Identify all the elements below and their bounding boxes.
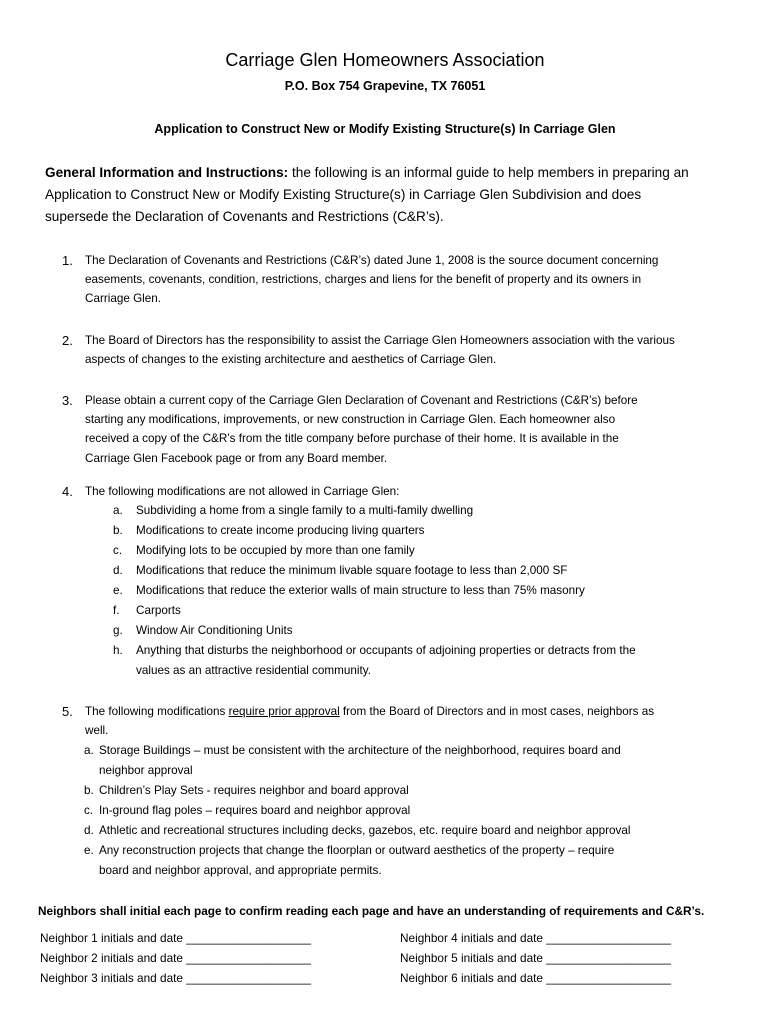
- sub-item: [84, 801, 724, 821]
- address-line: P.O. Box 754 Grapevine, TX 76051: [284, 79, 486, 93]
- item-text: from the Board of Directors and in most cases, neighbors as: [339, 705, 655, 718]
- sub-item-text: Subdividing a home from a single family to a multi-family dwelling: [136, 504, 474, 517]
- underlined-text: require prior approval: [228, 705, 340, 718]
- item-line: easements, covenants, condition, restrictions, charges and liens for the benefit of property and its owners in: [85, 273, 642, 287]
- page-title: Carriage Glen Homeowners Association: [225, 50, 545, 70]
- sub-item-text: board and neighbor approval, and appropriate permits.: [99, 863, 382, 877]
- sub-item-text: Any reconstruction projects that change the floorplan or outward aesthetics of the property – require: [99, 844, 615, 857]
- list-item-5: [62, 702, 722, 740]
- general-information: [45, 162, 725, 228]
- sub-item-text: Storage Buildings – must be consistent with the architecture of the neighborhood, requires board and: [99, 744, 621, 757]
- sub-item: [113, 541, 713, 561]
- intro-lead: General Information and Instructions:: [45, 165, 289, 180]
- list-item-2: [62, 331, 722, 369]
- item-line: well.: [85, 724, 109, 738]
- sub-item: [84, 741, 724, 781]
- sub-item-text: Carports: [136, 604, 181, 617]
- sub-item-text: neighbor approval: [99, 763, 193, 777]
- item-line: Carriage Glen.: [85, 292, 162, 306]
- sub-item-text: values as an attractive residential community.: [136, 663, 371, 677]
- sub-item-letter: g.: [113, 624, 123, 637]
- sub-item-letter: h.: [113, 644, 123, 657]
- intro-line-3: supersede the Declaration of Covenants and Restrictions (C&R’s).: [45, 209, 444, 224]
- item-line: aspects of changes to the existing architecture and aesthetics of Carriage Glen.: [85, 353, 497, 367]
- sub-item-letter: a.: [84, 744, 94, 757]
- intro-line-1-text: the following is an informal guide to help members in preparing an: [288, 165, 689, 180]
- item-number: 5.: [62, 704, 73, 719]
- sub-item: [84, 781, 724, 801]
- item-number: 1.: [62, 253, 73, 268]
- sub-item-letter: d.: [84, 824, 94, 837]
- sub-item-text: Modifications that reduce the minimum livable square footage to less than 2,000 SF: [136, 564, 568, 577]
- list-item-4: [62, 482, 722, 501]
- sub-item-letter: f.: [113, 604, 120, 617]
- neighbor-4-initials[interactable]: Neighbor 4 initials and date ___________________: [400, 931, 671, 945]
- sub-item-text: Children’s Play Sets - requires neighbor and board approval: [99, 784, 409, 797]
- intro-line-1: [45, 162, 725, 184]
- sub-item-text: Window Air Conditioning Units: [136, 624, 293, 637]
- sub-item-text: Athletic and recreational structures including decks, gazebos, etc. require board and neighbor approval: [99, 824, 631, 837]
- sub-item: [113, 621, 713, 641]
- neighbors-heading: Neighbors shall initial each page to confirm reading each page and have an understanding of requirements and C&R’s.: [38, 904, 705, 918]
- sub-item-letter: b.: [113, 524, 123, 537]
- sub-item: [113, 501, 713, 521]
- item-line: starting any modifications, improvements, or new construction in Carriage Glen. Each homeowner also: [85, 413, 616, 427]
- sub-item-letter: e.: [84, 844, 94, 857]
- sub-item: [113, 561, 713, 581]
- item-line: [85, 702, 721, 721]
- item-line: received a copy of the C&R’s from the title company before purchase of their home. It is available in the: [85, 432, 619, 446]
- sub-item: [84, 821, 724, 841]
- sub-item: [113, 601, 713, 621]
- sub-item: [113, 581, 713, 601]
- sub-item-text: In-ground flag poles – requires board and neighbor approval: [99, 804, 411, 817]
- intro-line-2: Application to Construct New or Modify Existing Structure(s) in Carriage Glen Subdivision and does: [45, 187, 642, 202]
- sub-item-letter: e.: [113, 584, 123, 597]
- list-item-3: [62, 391, 722, 468]
- sub-item-text: Modifications to create income producing living quarters: [136, 524, 425, 537]
- sub-item: [113, 641, 713, 681]
- sub-item: [84, 841, 724, 881]
- item-line: The Board of Directors has the responsibility to assist the Carriage Glen Homeowners association with the various: [85, 334, 675, 347]
- neighbor-1-initials[interactable]: Neighbor 1 initials and date ___________________: [40, 931, 311, 945]
- item-line: The following modifications are not allowed in Carriage Glen:: [85, 485, 400, 498]
- item-line: Carriage Glen Facebook page or from any Board member.: [85, 451, 388, 465]
- sub-item-letter: c.: [113, 544, 123, 557]
- sub-item-letter: b.: [84, 784, 94, 797]
- sub-item-letter: c.: [84, 804, 94, 817]
- item-line: Please obtain a current copy of the Carriage Glen Declaration of Covenant and Restrictions (C&R’s) before: [85, 394, 638, 407]
- sub-item-text: Modifications that reduce the exterior walls of main structure to less than 75% masonry: [136, 584, 585, 597]
- sub-item: [113, 521, 713, 541]
- sub-item-letter: a.: [113, 504, 123, 517]
- neighbor-5-initials[interactable]: Neighbor 5 initials and date ___________________: [400, 951, 671, 965]
- neighbor-6-initials[interactable]: Neighbor 6 initials and date ___________________: [400, 971, 671, 985]
- neighbor-2-initials[interactable]: Neighbor 2 initials and date ___________________: [40, 951, 311, 965]
- application-title: Application to Construct New or Modify Existing Structure(s) In Carriage Glen: [154, 122, 616, 136]
- sub-item-text: Anything that disturbs the neighborhood or occupants of adjoining properties or detracts from the: [136, 644, 636, 657]
- item-number: 3.: [62, 393, 73, 408]
- sub-item-text: Modifying lots to be occupied by more than one family: [136, 544, 415, 557]
- item-line: The Declaration of Covenants and Restrictions (C&R’s) dated June 1, 2008 is the source document concerning: [85, 254, 659, 267]
- item-number: 2.: [62, 333, 73, 348]
- neighbor-3-initials[interactable]: Neighbor 3 initials and date ___________________: [40, 971, 311, 985]
- sub-item-letter: d.: [113, 564, 123, 577]
- item-number: 4.: [62, 484, 73, 499]
- list-item-1: [62, 251, 722, 309]
- item-text: The following modifications: [85, 705, 229, 718]
